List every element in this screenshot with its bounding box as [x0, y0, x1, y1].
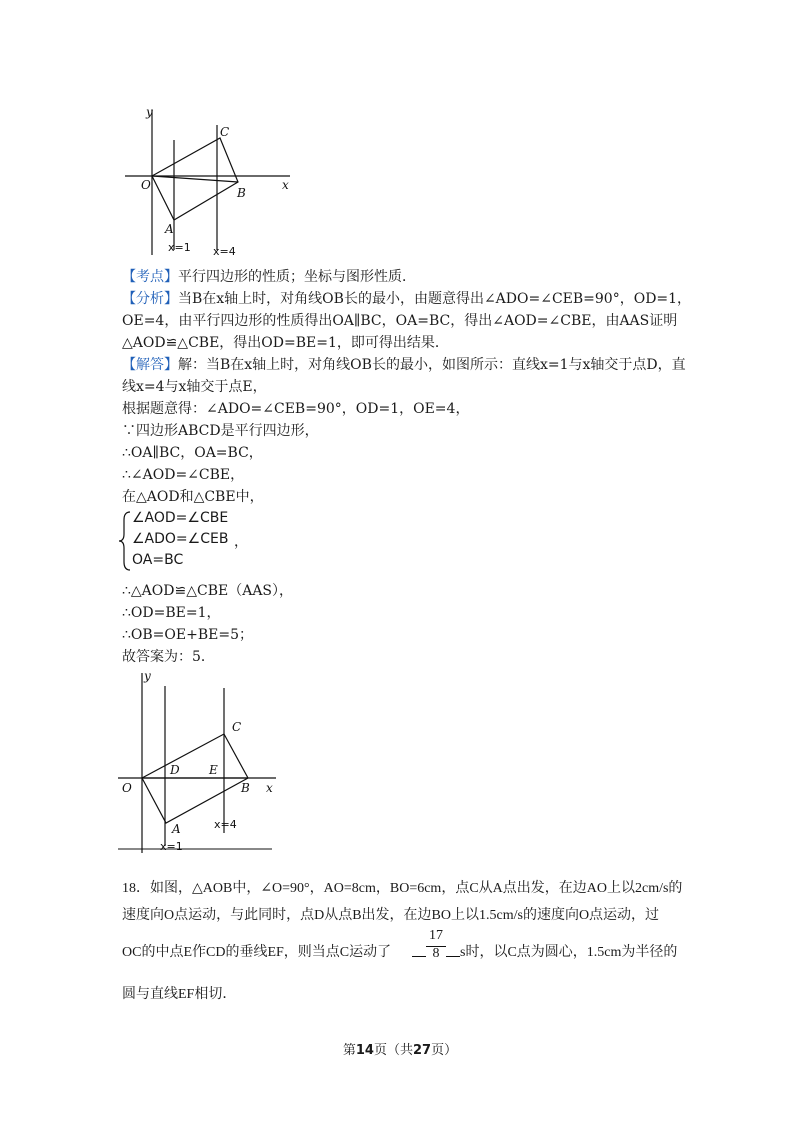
jieda-tag: 【解答】	[122, 357, 178, 373]
fig2-d-label: D	[170, 763, 180, 777]
fig1-o-label: O	[141, 178, 151, 192]
fig1-x-label: x	[282, 178, 289, 192]
kaodian-line	[122, 267, 416, 287]
brace-row-1: ∠AOD=∠CBE	[132, 510, 229, 526]
fig2-e-label: E	[209, 763, 218, 777]
footer-mid: 页（共	[373, 1043, 413, 1058]
fraction-denominator: 8	[432, 946, 440, 961]
fenxi-line-3: △AOD≌△CBE，得出OD=BE=1，即可得出结果．	[122, 335, 449, 351]
footer-post: 页）	[431, 1043, 458, 1058]
fig2-x4-label: x=4	[214, 818, 237, 831]
step-4: ∴∠AOD=∠CBE，	[122, 467, 245, 483]
fig1-c-label: C	[220, 125, 230, 139]
fenxi-tag: 【分析】	[122, 291, 178, 307]
brace-row-2: ∠ADO=∠CEB	[132, 531, 229, 547]
step-7: ∴OD=BE=1，	[122, 605, 221, 621]
kaodian-text: 平行四边形的性质；坐标与图形性质．	[178, 269, 416, 285]
fig1-x1-label: x=1	[168, 241, 191, 254]
brace-row-3: OA=BC	[132, 552, 184, 568]
left-brace	[118, 510, 132, 572]
jieda-text-1: 解：当B在x轴上时，对角线OB长的最小，如图所示：直线x=1与x轴交于点D，直	[178, 357, 686, 373]
fig1-y-label: y	[146, 105, 153, 119]
q18-line-3-pre: OC的中点E作CD的垂线EF，则当点C运动了	[122, 945, 392, 960]
brace-system	[118, 510, 258, 572]
q18-line-3-post: s时，以C点为圆心，1.5cm为半径的	[460, 945, 678, 960]
page-footer	[0, 1039, 800, 1058]
step-2: ∵四边形ABCD是平行四边形，	[122, 423, 319, 439]
fig1-b-label: B	[237, 186, 246, 200]
fenxi-line-2: OE=4，由平行四边形的性质得出OA∥BC，OA=BC，得出∠AOD=∠CBE，由AAS证明	[122, 313, 678, 329]
fig2-y-label: y	[144, 669, 151, 683]
footer-total-pages: 27	[413, 1043, 432, 1058]
fig2-x1-label: x=1	[160, 840, 183, 853]
q18-line-4: 圆与直线EF相切．	[122, 987, 237, 1002]
answer-blank	[412, 930, 460, 962]
fenxi-text-1: 当B在x轴上时，对角线OB长的最小，由题意得出∠ADO=∠CEB=90°，OD=1，	[178, 291, 692, 307]
fig1-a-label: A	[165, 222, 174, 236]
fig2-a-label: A	[172, 822, 181, 836]
fraction-numerator: 17	[429, 928, 443, 943]
q18-line-1: 18．如图，△AOB中，∠O=90°，AO=8cm，BO=6cm，点C从A点出发，在边AO上以2cm/s的	[122, 881, 683, 896]
fig2-x-label: x	[266, 781, 273, 795]
answer-line: 故答案为：5．	[122, 649, 215, 665]
footer-pre: 第	[342, 1043, 356, 1058]
blank-underline-right	[446, 956, 460, 957]
footer-page-number: 14	[355, 1043, 374, 1058]
step-3: ∴OA∥BC，OA=BC，	[122, 445, 263, 461]
step-5: 在△AOD和△CBE中，	[122, 489, 264, 505]
fig1-x4-label: x=4	[213, 245, 236, 258]
blank-underline-left	[412, 956, 426, 957]
kaodian-tag: 【考点】	[122, 269, 178, 285]
fig2-b-label: B	[241, 781, 250, 795]
fig2-c-label: C	[232, 720, 242, 734]
step-1: 根据题意得：∠ADO=∠CEB=90°，OD=1，OE=4，	[122, 401, 470, 417]
brace-comma: ，	[234, 534, 248, 550]
q18-line-2: 速度向O点运动，与此同时，点D从点B出发，在边BO上以1.5cm/s的速度向O点运动，过	[122, 908, 660, 923]
jieda-line-2: 线x=4与x轴交于点E，	[122, 379, 267, 395]
step-6: ∴△AOD≌△CBE（AAS），	[122, 583, 294, 599]
figure-1-parallelogram	[120, 100, 295, 260]
jieda-line-1	[122, 355, 686, 375]
fig2-o-label: O	[122, 781, 132, 795]
step-8: ∴OB=OE+BE=5；	[122, 627, 253, 643]
figure-2-parallelogram	[118, 668, 283, 853]
fenxi-line-1	[122, 289, 691, 309]
